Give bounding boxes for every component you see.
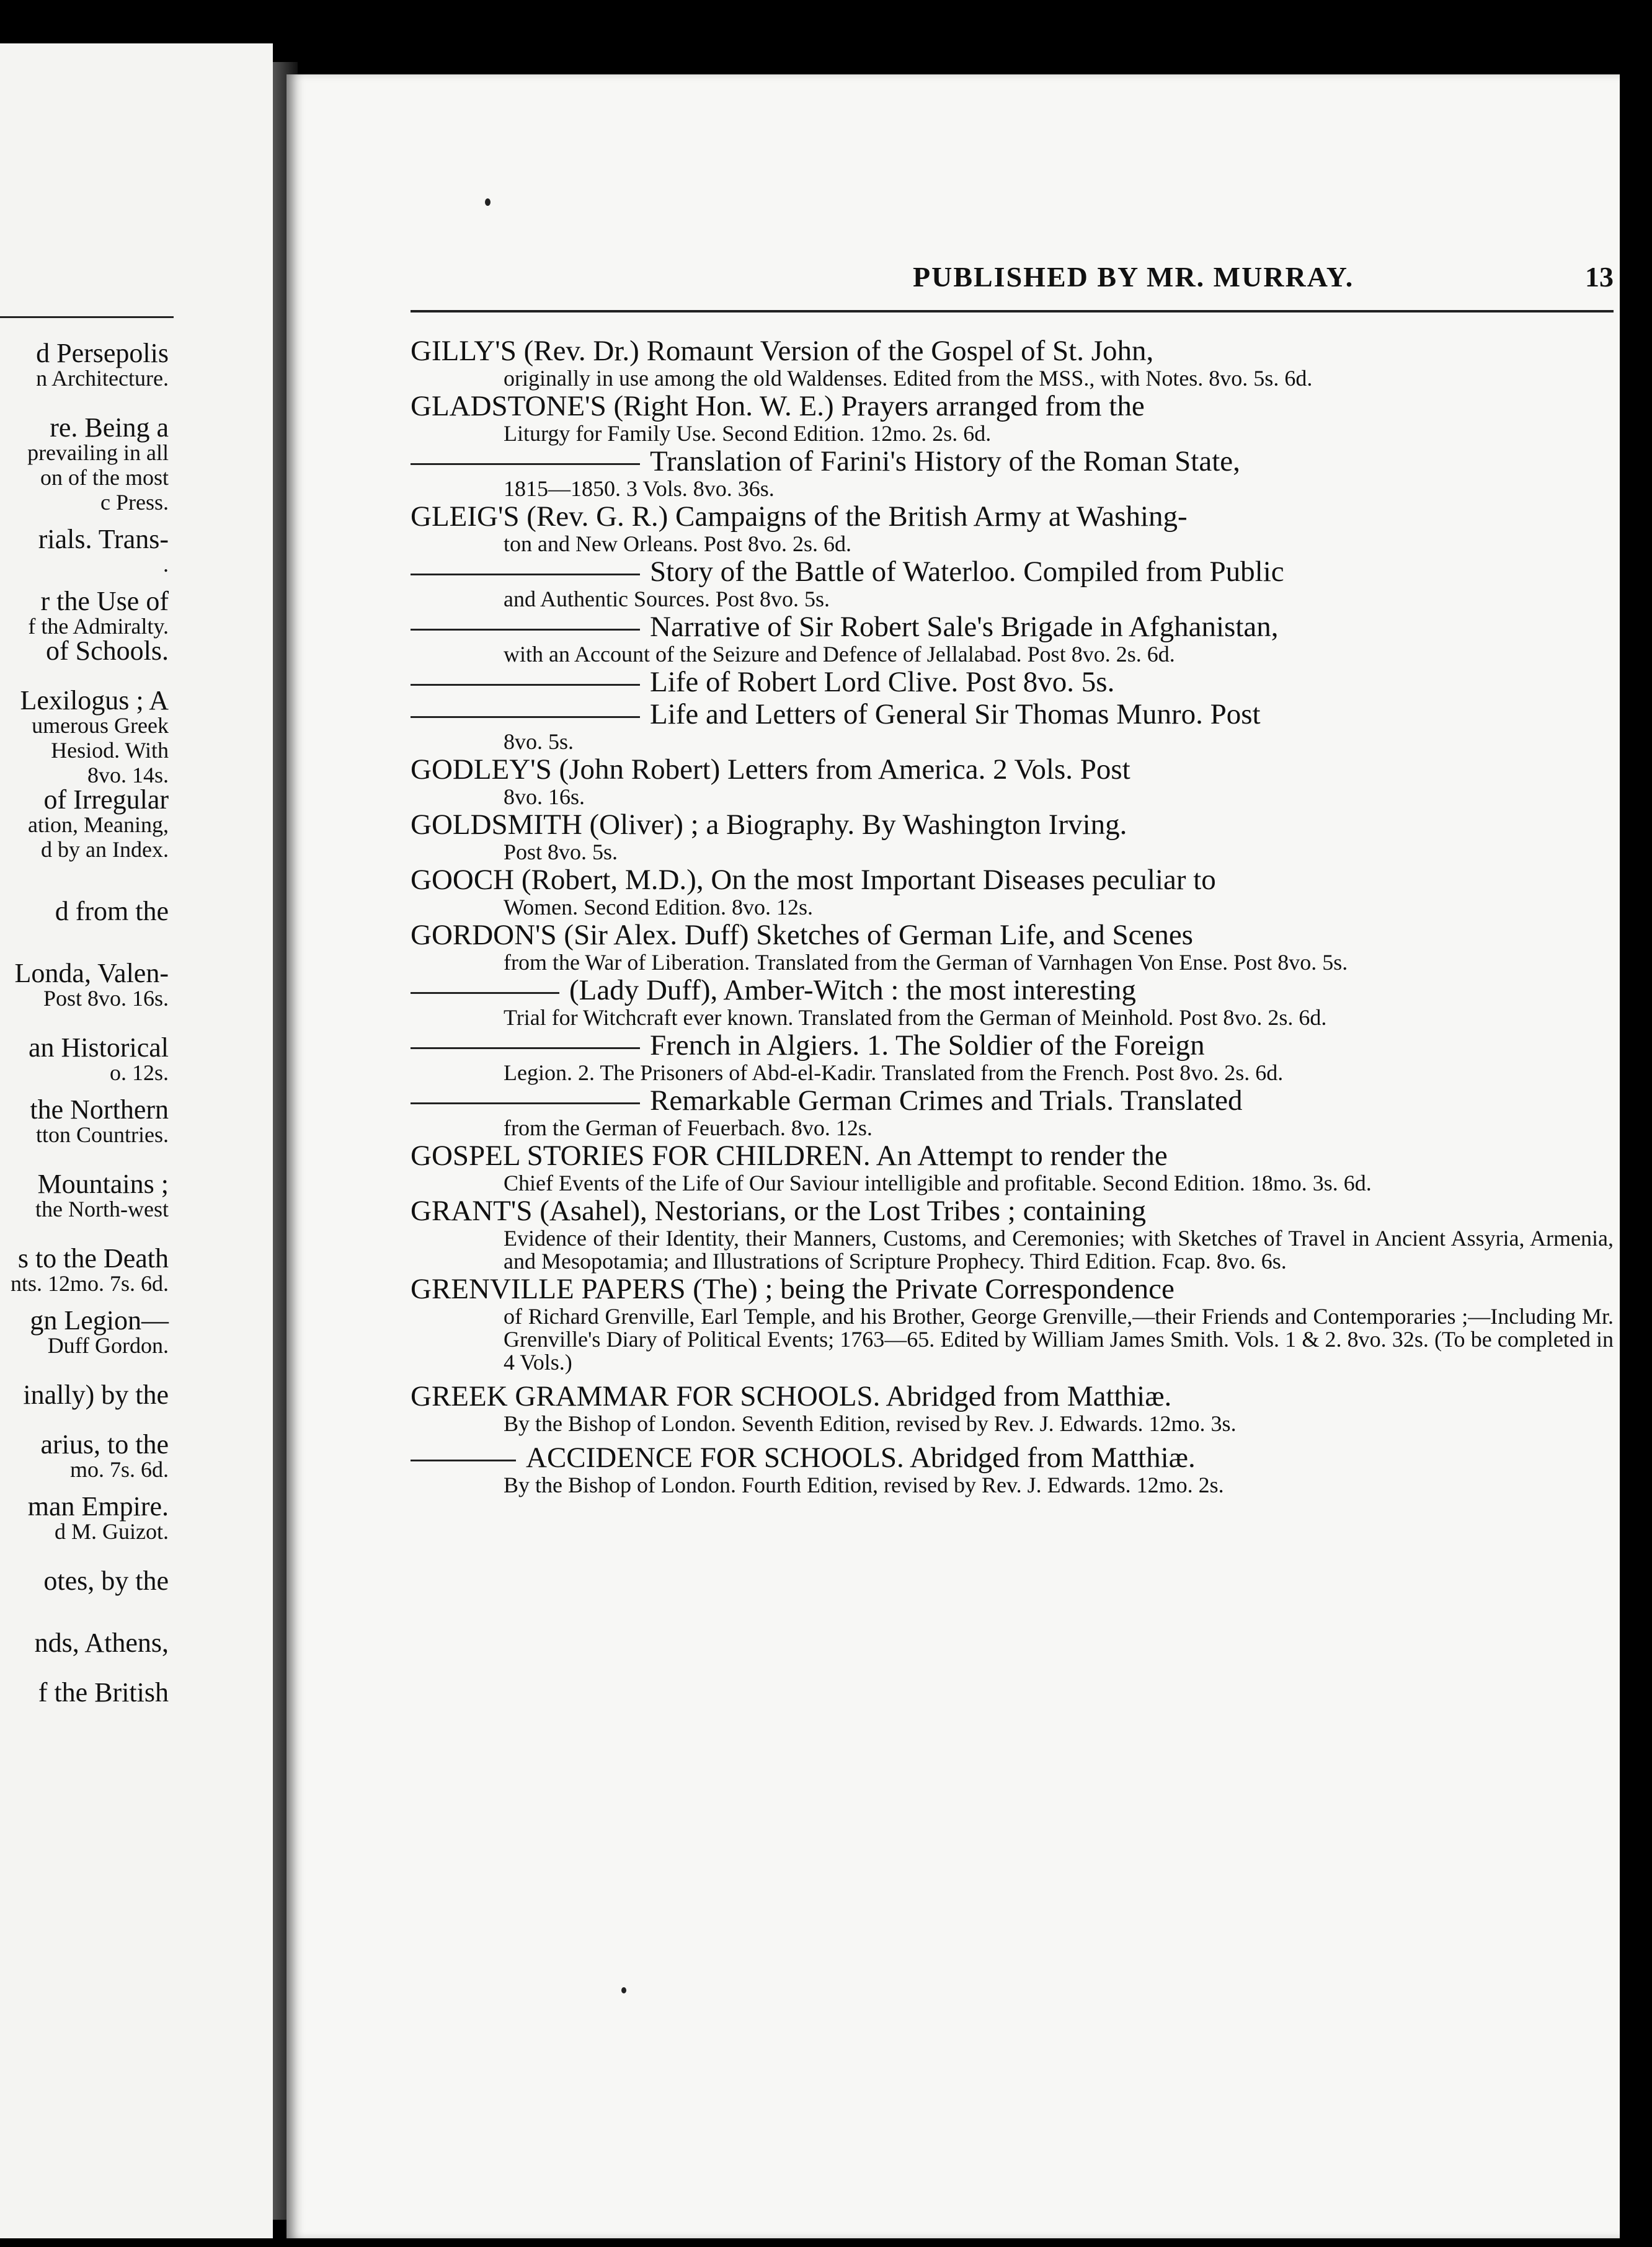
catalogue-entry: [411, 335, 1614, 390]
entry-heading-text: GOSPEL STORIES FOR CHILDREN. An Attempt to render the: [411, 1140, 1168, 1172]
running-title: PUBLISHED BY MR. MURRAY.: [913, 261, 1354, 293]
ditto-dash: [411, 1047, 640, 1049]
left-page-line: on of the most: [40, 465, 169, 490]
entry-heading-line: [411, 390, 1614, 422]
entry-detail-text: Liturgy for Family Use. Second Edition. 12mo. 2s. 6d.: [504, 421, 992, 446]
left-page-fragment: [0, 43, 273, 2238]
left-page-line: Lexilogus ; A: [20, 685, 169, 716]
entry-detail-text: 1815—1850. 3 Vols. 8vo. 36s.: [504, 476, 775, 501]
ditto-dash: [411, 629, 640, 631]
catalogue-entry: [411, 974, 1614, 1029]
left-page-line: the Northern: [30, 1094, 169, 1125]
entry-heading-text: ACCIDENCE FOR SCHOOLS. Abridged from Matthiæ.: [526, 1442, 1196, 1474]
catalogue-entry: [411, 698, 1614, 753]
left-page-line: c Press.: [100, 490, 169, 515]
entry-detail-text: By the Bishop of London. Fourth Edition, revised by Rev. J. Edwards. 12mo. 2s.: [504, 1473, 1224, 1497]
left-page-line: f the British: [38, 1677, 169, 1708]
left-page-line: inally) by the: [23, 1380, 169, 1410]
entry-heading-text: Remarkable German Crimes and Trials. Translated: [650, 1084, 1243, 1117]
left-page-line: f the Admiralty.: [28, 614, 169, 639]
catalogue-entry: [411, 753, 1614, 809]
left-page-line: nts. 12mo. 7s. 6d.: [10, 1271, 169, 1296]
catalogue-entry: [411, 1029, 1614, 1084]
entry-heading-line: [411, 1442, 1614, 1474]
entry-heading-line: [411, 864, 1614, 896]
entry-heading-text: GRENVILLE PAPERS (The) ; being the Private Correspondence: [411, 1273, 1175, 1305]
entry-heading-text: GRANT'S (Asahel), Nestorians, or the Lost Tribes ; containing: [411, 1195, 1146, 1227]
entry-heading-text: GLADSTONE'S (Right Hon. W. E.) Prayers arranged from the: [411, 390, 1145, 422]
entry-detail-text: Chief Events of the Life of Our Saviour intelligible and profitable. Second Edition. 18mo. 3s. 6d.: [504, 1171, 1372, 1195]
left-page-line: Duff Gordon.: [47, 1333, 169, 1358]
entry-heading-line: [411, 1273, 1614, 1305]
ditto-dash: [411, 1460, 516, 1461]
left-page-line: r the Use of: [40, 586, 169, 616]
left-page-line: tton Countries.: [36, 1122, 169, 1147]
entry-heading-line: [411, 666, 1614, 698]
left-page-line: re. Being a: [50, 412, 169, 443]
ditto-dash: [411, 992, 559, 994]
entry-heading-text: Life of Robert Lord Clive. Post 8vo. 5s.: [650, 666, 1115, 698]
left-page-line: Post 8vo. 16s.: [43, 986, 169, 1011]
catalogue-page: [286, 74, 1620, 2238]
left-page-line: d M. Guizot.: [55, 1519, 169, 1544]
left-page-line: prevailing in all: [27, 440, 169, 465]
left-page-line: arius, to the: [40, 1429, 169, 1460]
entry-detail-text: from the German of Feuerbach. 8vo. 12s.: [504, 1115, 873, 1140]
entry-heading-line: [411, 1029, 1614, 1061]
left-page-line: d Persepolis: [36, 338, 169, 368]
catalogue-entries: [411, 335, 1614, 1497]
left-page-line: otes, by the: [43, 1566, 169, 1596]
left-page-line: d by an Index.: [41, 837, 169, 862]
entry-heading-line: [411, 974, 1614, 1006]
entry-detail-text: with an Account of the Seizure and Defence of Jellalabad. Post 8vo. 2s. 6d.: [504, 642, 1175, 667]
entry-heading-line: [411, 1195, 1614, 1227]
entry-detail-text: Legion. 2. The Prisoners of Abd-el-Kadir. Translated from the French. Post 8vo. 2s. 6d.: [504, 1060, 1284, 1085]
header-rule: [411, 310, 1614, 312]
entry-heading-line: [411, 1140, 1614, 1172]
catalogue-entry: [411, 919, 1614, 974]
entry-heading-line: [411, 1084, 1614, 1117]
ditto-dash: [411, 463, 640, 465]
catalogue-entry: [411, 809, 1614, 864]
entry-heading-text: French in Algiers. 1. The Soldier of the Foreign: [650, 1029, 1205, 1061]
entry-heading-text: GREEK GRAMMAR FOR SCHOOLS. Abridged from Matthiæ.: [411, 1380, 1172, 1412]
catalogue-entry: [411, 666, 1614, 698]
entry-heading-line: [411, 919, 1614, 951]
catalogue-entry: [411, 1380, 1614, 1435]
entry-heading-line: [411, 445, 1614, 477]
entry-heading-line: [411, 500, 1614, 533]
entry-detail-text: from the War of Liberation. Translated from the German of Varnhagen Von Ense. Post 8vo. 5s.: [504, 950, 1348, 975]
entry-heading-line: [411, 556, 1614, 588]
left-page-line: o. 12s.: [109, 1060, 169, 1085]
catalogue-entry: [411, 1140, 1614, 1195]
left-page-line: of Schools.: [46, 636, 169, 666]
left-page-line: s to the Death: [17, 1243, 169, 1274]
left-page-line: Hesiod. With: [51, 738, 169, 763]
left-page-line: n Architecture.: [36, 366, 169, 391]
left-page-line: man Empire.: [27, 1491, 169, 1522]
entry-detail-text: By the Bishop of London. Seventh Edition, revised by Rev. J. Edwards. 12mo. 3s.: [504, 1411, 1237, 1436]
ditto-dash: [411, 1102, 640, 1104]
entry-heading-text: (Lady Duff), Amber-Witch : the most interesting: [569, 974, 1136, 1006]
ink-speck: [485, 198, 491, 206]
catalogue-entry: [411, 1442, 1614, 1497]
entry-heading-line: [411, 335, 1614, 367]
left-page-rule: [0, 316, 174, 318]
catalogue-entry: [411, 556, 1614, 611]
entry-heading-text: Life and Letters of General Sir Thomas Munro. Post: [650, 698, 1261, 730]
catalogue-entry: [411, 445, 1614, 500]
entry-heading-text: Story of the Battle of Waterloo. Compiled from Public: [650, 556, 1284, 588]
entry-detail-text: 8vo. 16s.: [504, 784, 585, 809]
entry-heading-text: GOOCH (Robert, M.D.), On the most Important Diseases peculiar to: [411, 864, 1216, 896]
left-page-line: an Historical: [28, 1032, 169, 1063]
left-page-line: gn Legion—: [30, 1305, 169, 1336]
ink-speck: [621, 1987, 626, 1993]
entry-heading-text: GILLY'S (Rev. Dr.) Romaunt Version of the Gospel of St. John,: [411, 335, 1154, 367]
left-page-line: ation, Meaning,: [28, 812, 169, 837]
entry-detail-text: Trial for Witchcraft ever known. Translated from the German of Meinhold. Post 8vo. 2s. 6d.: [504, 1005, 1327, 1030]
entry-heading-text: Narrative of Sir Robert Sale's Brigade in Afghanistan,: [650, 611, 1279, 643]
entry-detail-text: Evidence of their Identity, their Manners, Customs, and Ceremonies; with Sketches of Travel in Ancient Assyria, Armenia, and Mesopotamia; and Illustrations of Scripture Prophecy. Third Edition. Fcap. 8vo. 6s.: [504, 1226, 1614, 1274]
entry-heading-line: [411, 698, 1614, 730]
entry-detail-text: originally in use among the old Waldenses. Edited from the MSS., with Notes. 8vo. 5s. 6d.: [504, 366, 1313, 391]
entry-detail-text: Women. Second Edition. 8vo. 12s.: [504, 895, 814, 920]
left-page-line: the North-west: [35, 1197, 169, 1221]
entry-heading-text: GLEIG'S (Rev. G. R.) Campaigns of the British Army at Washing-: [411, 500, 1188, 533]
entry-detail-text: ton and New Orleans. Post 8vo. 2s. 6d.: [504, 531, 851, 556]
entry-heading-text: GOLDSMITH (Oliver) ; a Biography. By Washington Irving.: [411, 809, 1127, 841]
catalogue-entry: [411, 390, 1614, 445]
catalogue-entry: [411, 1273, 1614, 1374]
catalogue-entry: [411, 1195, 1614, 1273]
entry-heading-text: Translation of Farini's History of the Roman State,: [650, 445, 1240, 477]
ditto-dash: [411, 574, 640, 575]
left-page-line: Londa, Valen-: [14, 958, 169, 988]
left-page-line: .: [163, 552, 169, 577]
entry-heading-text: GORDON'S (Sir Alex. Duff) Sketches of German Life, and Scenes: [411, 919, 1193, 951]
left-page-line: nds, Athens,: [34, 1628, 169, 1658]
running-head: [411, 260, 1614, 304]
left-page-line: d from the: [55, 896, 169, 926]
left-page-line: mo. 7s. 6d.: [69, 1457, 169, 1482]
catalogue-entry: [411, 1084, 1614, 1140]
entry-heading-line: [411, 809, 1614, 841]
page-number: 13: [1585, 261, 1614, 293]
entry-detail-text: and Authentic Sources. Post 8vo. 5s.: [504, 587, 830, 611]
entry-heading-line: [411, 611, 1614, 643]
catalogue-entry: [411, 500, 1614, 556]
left-page-line: 8vo. 14s.: [87, 763, 169, 787]
left-page-line: of Irregular: [43, 784, 169, 815]
catalogue-entry: [411, 864, 1614, 919]
left-page-line: rials. Trans-: [38, 524, 169, 554]
ditto-dash: [411, 684, 640, 686]
entry-detail-text: 8vo. 5s.: [504, 729, 574, 754]
entry-heading-line: [411, 753, 1614, 786]
ditto-dash: [411, 716, 640, 718]
entry-detail-text: of Richard Grenville, Earl Temple, and his Brother, George Grenville,—their Friends and Contemporaries ;—Including Mr. Grenville's Diary of Political Events; 1763—65. Edited by William James Smith. Vols. 1 & 2. 8vo. 32s. (To be completed in 4 Vols.): [504, 1304, 1614, 1375]
entry-heading-line: [411, 1380, 1614, 1412]
left-page-line: umerous Greek: [32, 713, 169, 738]
catalogue-entry: [411, 611, 1614, 666]
entry-detail-text: Post 8vo. 5s.: [504, 840, 618, 864]
entry-heading-text: GODLEY'S (John Robert) Letters from America. 2 Vols. Post: [411, 753, 1130, 786]
left-page-line: Mountains ;: [37, 1169, 169, 1199]
